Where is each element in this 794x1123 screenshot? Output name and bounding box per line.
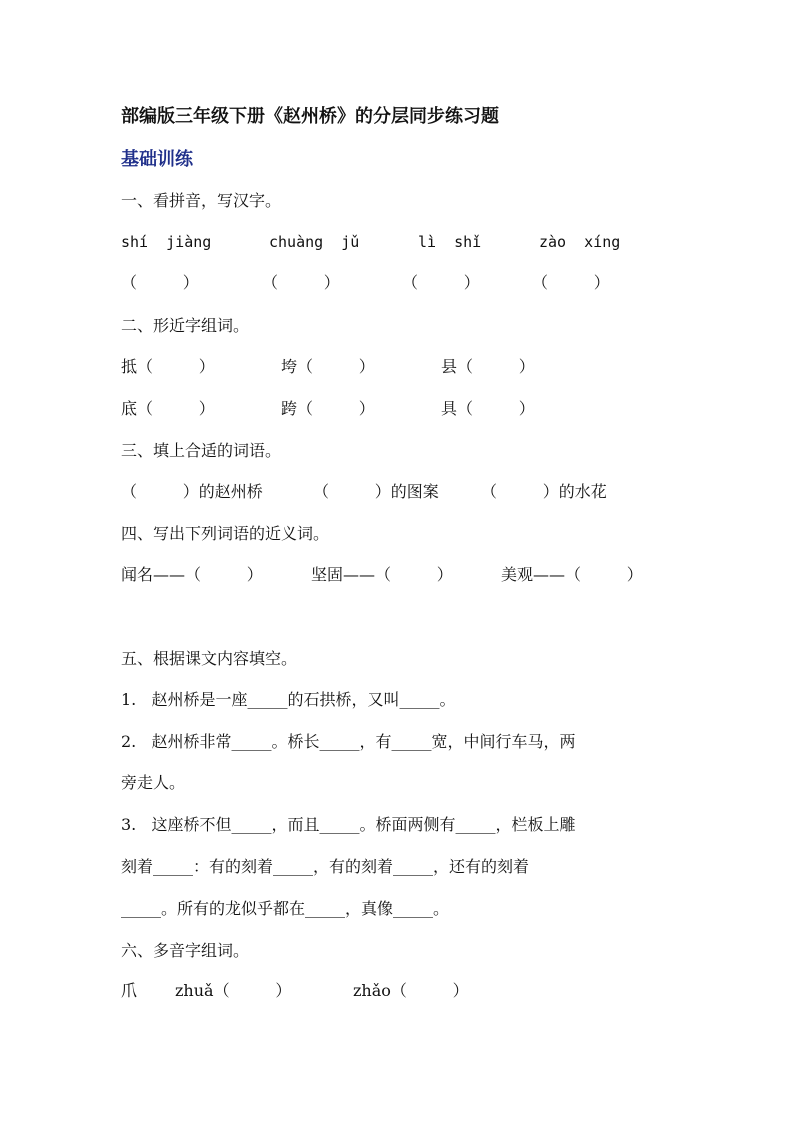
q2-heading: 二、形近字组词。 (121, 316, 250, 335)
q4-item-3[interactable]: 美观——（ ） (501, 565, 643, 584)
q3-item-2[interactable]: （ ）的图案 (313, 482, 439, 501)
q5-line-3a[interactable]: 3. 这座桥不但_____，而且_____。桥面两侧有_____，栏板上雕 (121, 815, 576, 834)
q2-item-4[interactable]: 底（ ） (121, 399, 215, 418)
q6-item-1[interactable]: zhuǎ（ ） (175, 981, 292, 1000)
q4-item-2[interactable]: 坚固——（ ） (311, 565, 453, 584)
q4-item-1[interactable]: 闻名——（ ） (121, 565, 263, 584)
q1-pinyin-1: shí jiàng (121, 233, 212, 251)
q6-item-2[interactable]: zhǎo（ ） (353, 981, 469, 1000)
q3-item-3[interactable]: （ ）的水花 (481, 482, 607, 501)
q3-item-1[interactable]: （ ）的赵州桥 (121, 482, 263, 501)
q2-item-6[interactable]: 具（ ） (441, 399, 535, 418)
q6-heading: 六、多音字组词。 (121, 941, 250, 960)
q1-answer-2[interactable]: （ ） (262, 273, 340, 292)
q5-line-3c[interactable]: _____。所有的龙似乎都在_____，真像_____。 (121, 899, 450, 918)
q5-line-1[interactable]: 1. 赵州桥是一座_____的石拱桥，又叫_____。 (121, 690, 456, 709)
q6-char: 爪 (121, 981, 138, 1000)
q1-pinyin-3: lì shǐ (418, 233, 482, 251)
q2-item-1[interactable]: 抵（ ） (121, 357, 215, 376)
q4-heading: 四、写出下列词语的近义词。 (121, 524, 330, 543)
q1-answer-4[interactable]: （ ） (532, 273, 610, 292)
q1-heading: 一、看拼音，写汉字。 (121, 191, 282, 210)
q2-item-3[interactable]: 县（ ） (441, 357, 535, 376)
q5-line-2b: 旁走人。 (121, 773, 186, 792)
q5-line-2a[interactable]: 2. 赵州桥非常_____。桥长_____，有_____宽，中间行车马，两 (121, 732, 576, 751)
page-title: 部编版三年级下册《赵州桥》的分层同步练习题 (121, 106, 499, 127)
q1-answer-1[interactable]: （ ） (121, 273, 199, 292)
q5-heading: 五、根据课文内容填空。 (121, 649, 298, 668)
section-subtitle: 基础训练 (121, 149, 193, 170)
q1-pinyin-2: chuàng jǔ (269, 233, 360, 251)
q5-line-3b[interactable]: 刻着_____：有的刻着_____，有的刻着_____，还有的刻着 (121, 857, 530, 876)
q1-pinyin-4: zào xíng (539, 233, 621, 251)
q3-heading: 三、填上合适的词语。 (121, 441, 282, 460)
q2-item-5[interactable]: 跨（ ） (281, 399, 375, 418)
q2-item-2[interactable]: 垮（ ） (281, 357, 375, 376)
q1-answer-3[interactable]: （ ） (402, 273, 480, 292)
